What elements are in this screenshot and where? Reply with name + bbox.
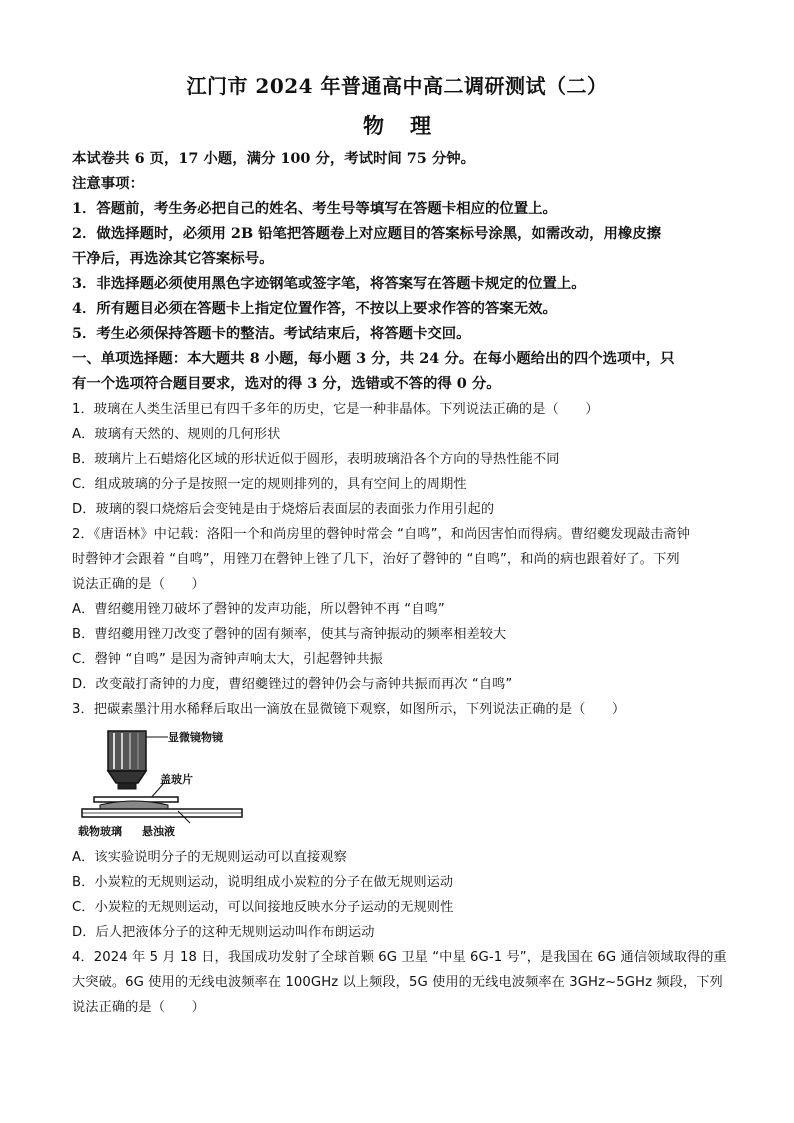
microscope-figure xyxy=(78,727,248,839)
note-item: 4．所有题目必须在答题卡上指定位置作答，不按以上要求作答的答案无效。 xyxy=(72,300,557,317)
label-suspension: 悬浊液 xyxy=(142,825,175,838)
question-2-option-a: A．曹绍夔用锉刀破坏了磬钟的发声功能，所以磬钟不再 “自鸣” xyxy=(72,602,445,617)
note-item: 干净后，再选涂其它答案标号。 xyxy=(72,250,274,267)
question-3-option-a: A．该实验说明分子的无规则运动可以直接观察 xyxy=(72,850,347,865)
objective-tip xyxy=(108,771,146,783)
question-1-option-c: C．组成玻璃的分子是按照一定的规则排列的，具有空间上的周期性 xyxy=(72,477,467,492)
note-item: 1．答题前，考生务必把自己的姓名、考生号等填写在答题卡相应的位置上。 xyxy=(72,200,557,217)
notes-heading: 注意事项： xyxy=(72,175,144,192)
subject-title: 物理 xyxy=(363,113,457,138)
question-4-stem: 4．2024 年 5 月 18 日，我国成功发射了全球首颗 6G 卫星 “中星 6G-1 号”，是我国在 6G 通信领域取得的重 xyxy=(72,950,727,965)
note-item: 5．考生必须保持答题卡的整洁。考试结束后，将答题卡交回。 xyxy=(72,325,471,342)
question-3-option-c: C．小炭粒的无规则运动，可以间接地反映水分子运动的无规则性 xyxy=(72,900,454,915)
question-2-stem-cont: 说法正确的是（ ） xyxy=(72,577,205,592)
question-3-option-b: B．小炭粒的无规则运动，说明组成小炭粒的分子在做无规则运动 xyxy=(72,875,454,890)
question-1-option-b: B．玻璃片上石蜡熔化区域的形状近似于圆形，表明玻璃沿各个方向的导热性能不同 xyxy=(72,452,560,467)
section-heading: 一、单项选择题：本大题共 8 小题，每小题 3 分，共 24 分。在每小题给出的四个选项中，只 xyxy=(72,350,675,367)
question-1-option-a: A．玻璃有天然的、规则的几何形状 xyxy=(72,427,281,442)
question-2-option-c: C．磬钟 “自鸣” 是因为斋钟声响太大，引起磬钟共振 xyxy=(72,652,383,667)
question-2-stem: 2．《唐语林》中记载：洛阳一个和尚房里的磬钟时常会 “自鸣”，和尚因害怕而得病。曹绍夔发现敲击斋钟 xyxy=(72,527,690,542)
question-3-option-d: D．后人把液体分子的这种无规则运动叫作布朗运动 xyxy=(72,925,375,940)
question-2-option-d: D．改变敲打斋钟的力度，曹绍夔锉过的磬钟仍会与斋钟共振而再次 “自鸣” xyxy=(72,677,513,692)
exam-intro: 本试卷共 6 页，17 小题，满分 100 分，考试时间 75 分钟。 xyxy=(72,150,475,167)
question-1-option-d: D．玻璃的裂口烧熔后会变钝是由于烧熔后表面层的表面张力作用引起的 xyxy=(72,502,495,517)
note-item: 2．做选择题时，必须用 2B 铅笔把答题卷上对应题目的答案标号涂黑，如需改动，用橡皮擦 xyxy=(72,225,662,242)
question-4-stem-cont: 大突破。6G 使用的无线电波频率在 100GHz 以上频段，5G 使用的无线电波频率在 3GHz~5GHz 频段，下列 xyxy=(72,975,723,990)
question-1-stem: 1．玻璃在人类生活里已有四千多年的历史，它是一种非晶体。下列说法正确的是（ ） xyxy=(72,402,599,417)
note-item: 3．非选择题必须使用黑色字迹钢笔或签字笔，将答案写在答题卡规定的位置上。 xyxy=(72,275,586,292)
question-2-stem-cont: 时磬钟才会跟着 “自鸣”，用锉刀在磬钟上锉了几下，治好了磬钟的 “自鸣”，和尚的病也跟着好了。下列 xyxy=(72,552,680,567)
section-heading-cont: 有一个选项符合题目要求，选对的得 3 分，选错或不答的得 0 分。 xyxy=(72,375,501,392)
exam-title: 江门市 2024 年普通高中高二调研测试（二） xyxy=(186,74,608,98)
label-cover-glass: 盖玻片 xyxy=(160,773,193,786)
question-2-option-b: B．曹绍夔用锉刀改变了磬钟的固有频率，使其与斋钟振动的频率相差较大 xyxy=(72,627,507,642)
question-4-stem-cont: 说法正确的是（ ） xyxy=(72,1000,205,1015)
label-objective: 显微镜物镜 xyxy=(168,731,223,744)
question-3-stem: 3．把碳素墨汁用水稀释后取出一滴放在显微镜下观察，如图所示，下列说法正确的是（ ） xyxy=(72,702,626,717)
label-slide: 载物玻璃 xyxy=(78,825,122,838)
